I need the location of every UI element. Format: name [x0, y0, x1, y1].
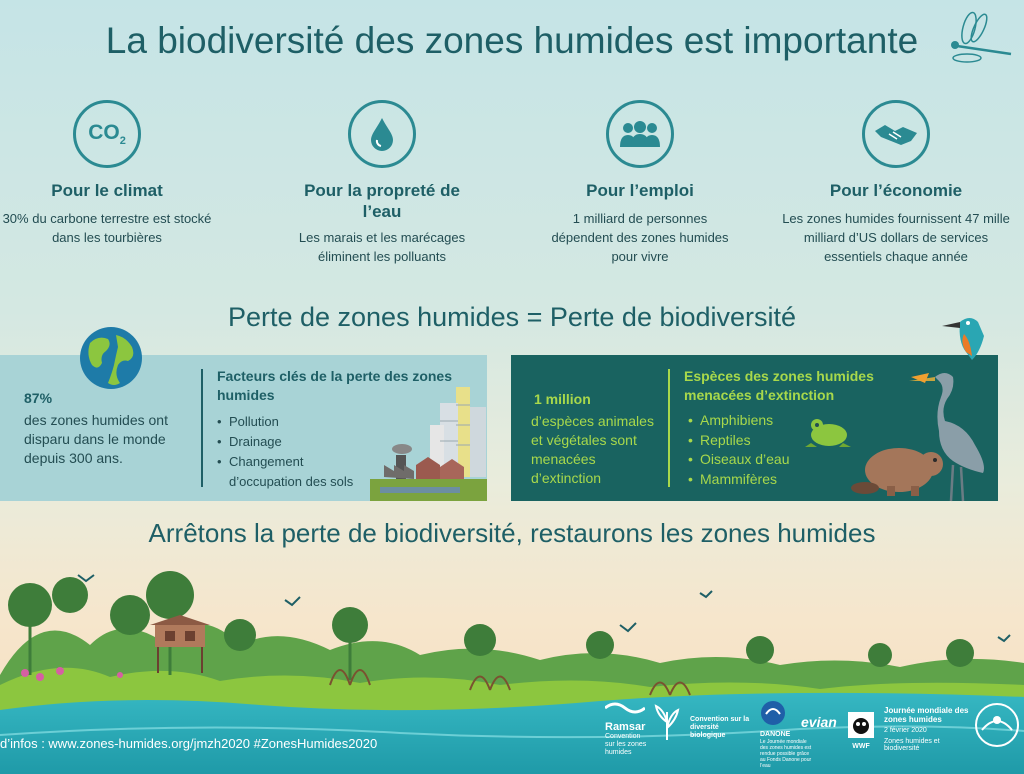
cbd-leaf-icon: [652, 702, 682, 742]
list-item: • Amphibiens: [688, 411, 838, 431]
column-water: [262, 100, 502, 266]
column-title: Pour l’économie: [829, 181, 963, 200]
list-item: • Drainage: [217, 432, 367, 452]
loss-stat: 87%: [24, 390, 53, 406]
species-title: Espèces des zones humides menacées d’extinction: [684, 368, 874, 403]
jmzh-logo: Journée mondiale des zones humides 2 février 2020 Zones humides et biodiversité: [884, 706, 969, 752]
cbd-logo-text: Convention sur la diversité biologique: [690, 716, 750, 739]
slogan: Arrêtons la perte de biodiversité, restaurons les zones humides: [148, 518, 876, 548]
species-stat: 1 million: [534, 391, 591, 407]
list-item: • Oiseaux d’eau: [688, 450, 838, 470]
co2-icon: $CO_2$: [73, 100, 141, 168]
list-item: • Reptiles: [688, 431, 838, 451]
list-item: • Changement d’occupation des sols: [217, 452, 367, 492]
column-text: 1 milliard de personnes dépendent des zones humides pour vivre: [551, 211, 729, 264]
factors-list: [217, 412, 367, 492]
jmzh-emblem-icon: [972, 702, 1022, 748]
section-subtitle: Perte de zones humides = Perte de biodiversité: [227, 302, 797, 332]
loss-panel: [0, 355, 487, 501]
ramsar-wave-icon: [605, 700, 645, 716]
evian-logo: evian: [801, 714, 837, 730]
dragonfly-icon: [943, 6, 1013, 66]
heron-icon: [905, 365, 1005, 505]
column-climate: [0, 100, 227, 247]
footer-info: d’infos : www.zones-humides.org/jmzh2020 #ZonesHumides2020: [0, 736, 378, 751]
column-economy: [776, 100, 1016, 266]
species-stat-text: d’espèces animales et végétales sont menacées d’extinction: [531, 413, 654, 486]
wwf-logo: WWF: [846, 712, 876, 751]
factory-city-icon: [370, 385, 487, 501]
ramsar-logo: Ramsar Convention sur les zones humides: [605, 700, 650, 757]
loss-stat-text: des zones humides ont disparu dans le monde depuis 300 ans.: [24, 412, 168, 466]
column-text: Les zones humides fournissent 47 mille milliard d’US dollars de services essentiels chaque année: [782, 211, 1010, 264]
globe-icon: [78, 325, 144, 391]
kingfisher-icon: [940, 312, 994, 364]
panda-icon: [848, 712, 874, 738]
danone-logo: DANONE Le Journée mondiale des zones humides est rendue possible grâce au Fonds Danone pour l’eau: [760, 700, 816, 769]
column-text: 30% du carbone terrestre est stocké dans les tourbières: [2, 211, 212, 245]
column-title: Pour l’emploi: [586, 181, 694, 200]
frog-icon: [803, 413, 853, 449]
list-item: • Pollution: [217, 412, 367, 432]
handshake-icon: [862, 100, 930, 168]
divider: [668, 369, 670, 487]
page-title: La biodiversité des zones humides est importante: [105, 20, 919, 61]
danone-icon: [760, 700, 786, 726]
water-drop-icon: [348, 100, 416, 168]
column-employment: [520, 100, 760, 266]
list-item: • Mammifères: [688, 470, 838, 490]
column-text: Les marais et les marécages éliminent les polluants: [298, 230, 466, 264]
column-title: Pour le climat: [51, 181, 163, 200]
factors-title: Facteurs clés de la perte des zones humides: [217, 368, 452, 403]
column-title: Pour la propreté de l’eau: [304, 181, 460, 221]
divider: [201, 369, 203, 487]
people-icon: [606, 100, 674, 168]
